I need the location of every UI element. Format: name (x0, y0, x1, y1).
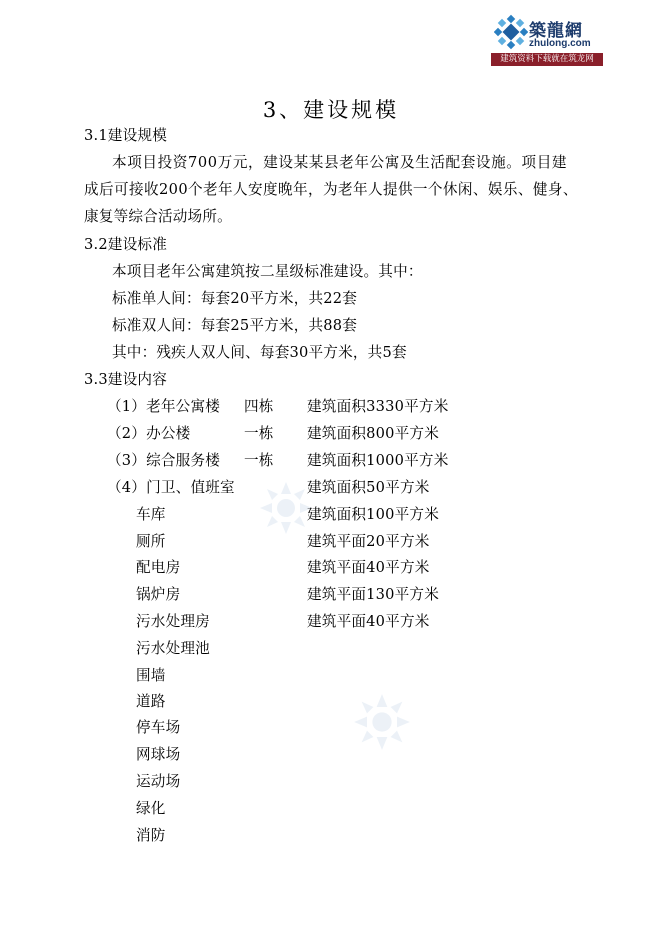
item-name: （4）门卫、值班室 (107, 479, 235, 496)
item-name: 绿化 (136, 800, 166, 817)
logo-domain: zhulong.com (529, 38, 591, 49)
standard-line: 其中：残疾人双人间、每套30平方米，共5套 (112, 344, 407, 361)
item-name: 污水处理池 (136, 640, 210, 657)
item-name: 厕所 (136, 533, 166, 550)
item-name: 围墙 (136, 667, 166, 684)
item-name: 运动场 (136, 773, 181, 790)
item-area: 建筑面积800平方米 (307, 425, 440, 442)
item-area: 建筑面积50平方米 (307, 479, 430, 496)
standard-line: 标准双人间：每套25平方米，共88套 (112, 317, 358, 334)
snowflake-logo-icon (494, 14, 528, 50)
item-name: 污水处理房 (136, 613, 210, 630)
item-name: 停车场 (136, 719, 181, 736)
site-logo (491, 10, 603, 68)
paragraph-line: 成后可接收200个老年人安度晚年，为老年人提供一个休闲、娱乐、健身、 (84, 181, 578, 198)
item-area: 建筑面积3330平方米 (307, 398, 449, 415)
standard-line: 标准单人间：每套20平方米，共22套 (112, 290, 358, 307)
item-area: 建筑面积1000平方米 (307, 452, 449, 469)
item-name: 网球场 (136, 746, 181, 763)
item-name: （3）综合服务楼 (107, 452, 221, 469)
section-heading: 3.1建设规模 (84, 127, 167, 144)
item-count: 一栋 (244, 425, 274, 442)
item-count: 四栋 (244, 398, 274, 415)
item-name: 道路 (136, 693, 166, 710)
section-heading: 3.2建设标准 (84, 236, 167, 253)
item-name: 锅炉房 (136, 586, 181, 603)
item-area: 建筑面积100平方米 (307, 506, 440, 523)
item-name: （2）办公楼 (107, 425, 191, 442)
paragraph-line: 本项目投资700万元，建设某某县老年公寓及生活配套设施。项目建 (112, 154, 568, 171)
item-area: 建筑平面20平方米 (307, 533, 430, 550)
item-name: 车库 (136, 506, 166, 523)
section-heading: 3.3建设内容 (84, 371, 167, 388)
page-title: 3、建设规模 (262, 98, 400, 122)
item-area: 建筑平面40平方米 (307, 613, 430, 630)
standard-line: 本项目老年公寓建筑按二星级标准建设。其中： (112, 263, 423, 280)
logo-name: 築龍網 (529, 21, 583, 41)
watermark-logo-icon (352, 692, 412, 752)
item-name: 配电房 (136, 559, 181, 576)
watermark-logo-icon (258, 480, 314, 536)
paragraph-line: 康复等综合活动场所。 (84, 208, 232, 225)
item-name: 消防 (136, 827, 166, 844)
item-area: 建筑平面40平方米 (307, 559, 430, 576)
item-count: 一栋 (244, 452, 274, 469)
item-area: 建筑平面130平方米 (307, 586, 440, 603)
item-name: （1）老年公寓楼 (107, 398, 221, 415)
logo-tagline: 建筑资料下载就在筑龙网 (491, 53, 603, 66)
